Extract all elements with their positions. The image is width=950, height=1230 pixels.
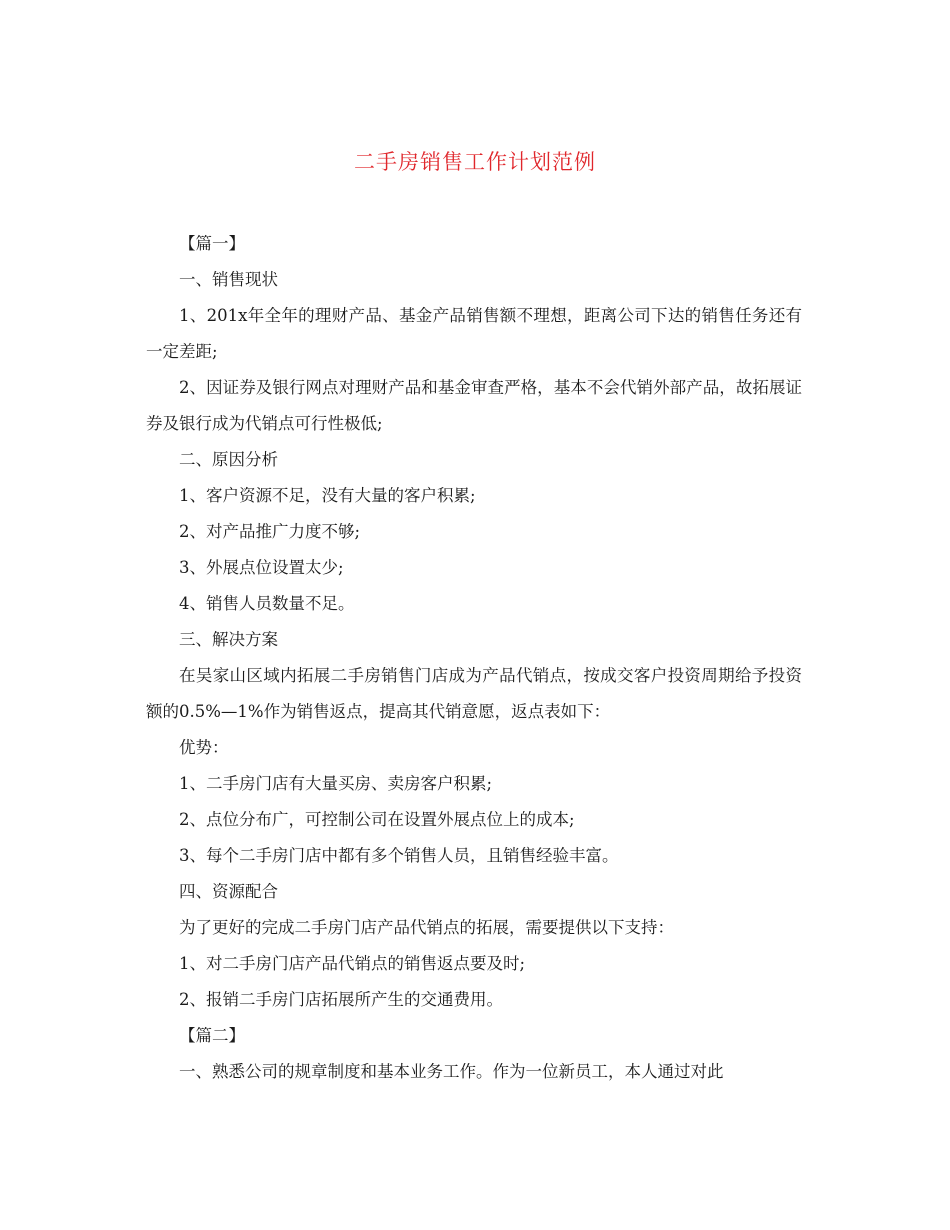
paragraph: 1、201x年全年的理财产品、基金产品销售额不理想，距离公司下达的销售任务还有一定差距; xyxy=(146,306,802,361)
paragraph: 三、解决方案 xyxy=(179,630,278,649)
paragraph: 3、每个二手房门店中都有多个销售人员，且销售经验丰富。 xyxy=(179,846,619,865)
paragraph: 1、二手房门店有大量买房、卖房客户积累; xyxy=(179,774,493,793)
paragraph: 3、外展点位设置太少; xyxy=(179,558,344,577)
paragraph: 二、原因分析 xyxy=(179,450,278,469)
document-body xyxy=(146,226,802,1090)
paragraph: 在吴家山区域内拓展二手房销售门店成为产品代销点，按成交客户投资周期给予投资额的0.5%—1%作为销售返点，提高其代销意愿，返点表如下： xyxy=(146,666,802,721)
paragraph: 2、因证券及银行网点对理财产品和基金审查严格，基本不会代销外部产品，故拓展证券及银行成为代销点可行性极低; xyxy=(146,378,802,433)
paragraph: 1、客户资源不足，没有大量的客户积累; xyxy=(179,486,476,505)
paragraph-section-two-heading: 【篇二】 xyxy=(179,1026,245,1045)
paragraph: 一、销售现状 xyxy=(179,270,278,289)
paragraph: 2、点位分布广，可控制公司在设置外展点位上的成本; xyxy=(179,810,575,829)
paragraph: 2、对产品推广力度不够; xyxy=(179,522,361,541)
paragraph: 4、销售人员数量不足。 xyxy=(179,594,355,613)
paragraph: 1、对二手房门店产品代销点的销售返点要及时; xyxy=(179,954,526,973)
paragraph: 2、报销二手房门店拓展所产生的交通费用。 xyxy=(179,990,503,1009)
paragraph: 一、熟悉公司的规章制度和基本业务工作。作为一位新员工，本人通过对此 xyxy=(179,1062,724,1081)
paragraph-section-one-heading: 【篇一】 xyxy=(179,234,245,253)
paragraph: 优势： xyxy=(179,738,229,757)
paragraph: 四、资源配合 xyxy=(179,882,278,901)
document-title: 二手房销售工作计划范例 xyxy=(354,150,596,174)
paragraph: 为了更好的完成二手房门店产品代销点的拓展，需要提供以下支持： xyxy=(179,918,674,937)
